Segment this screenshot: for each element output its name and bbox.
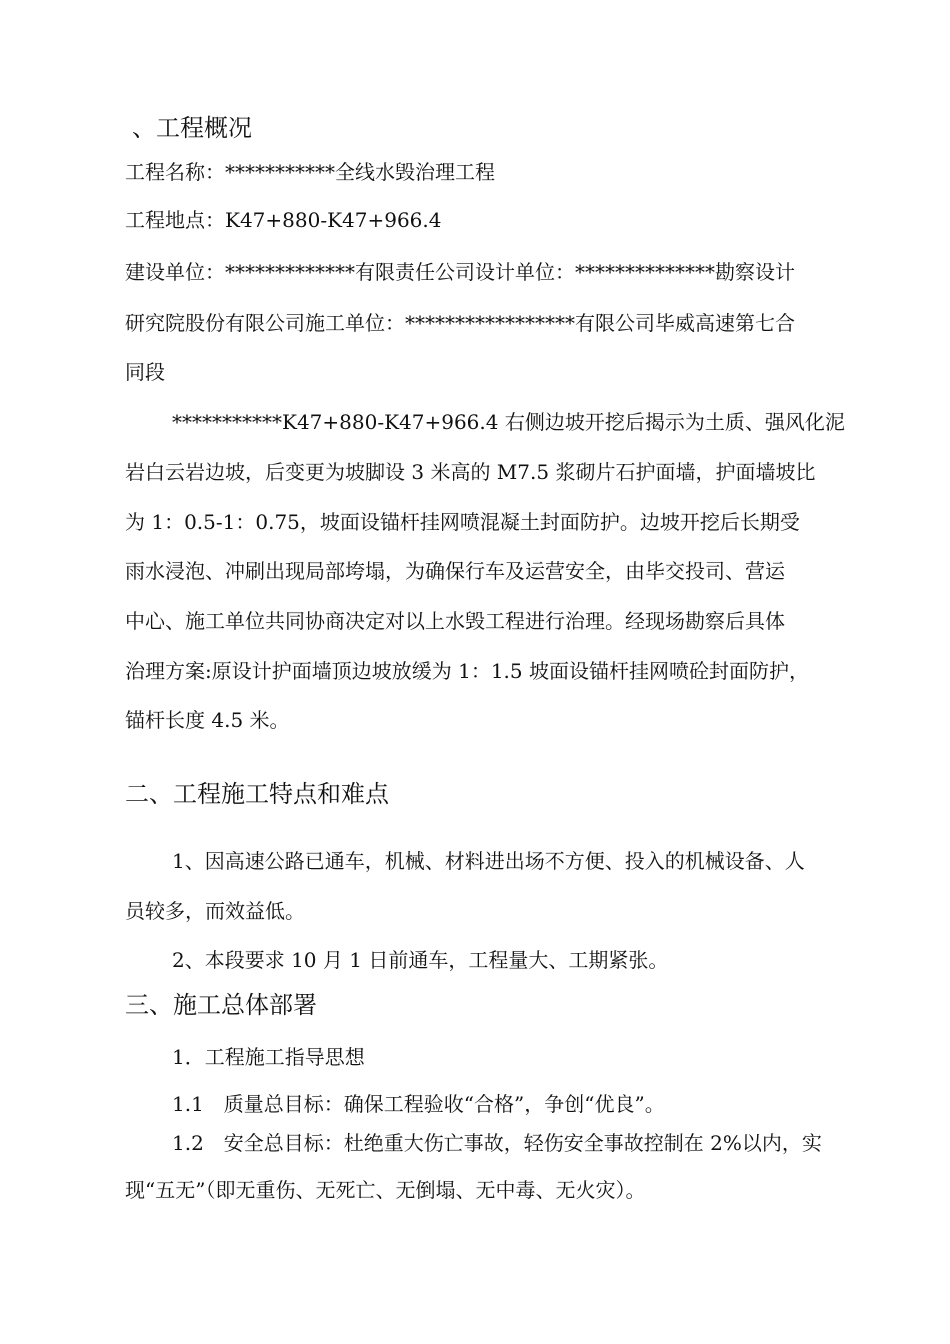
feature-item-2: 2、本段要求 10 月 1 日前通车，工程量大、工期紧张。 [172, 948, 669, 972]
description-line-4: 雨水浸泡、冲刷出现局部垮塌，为确保行车及运营安全，由毕交投司、营运 [125, 559, 785, 583]
description-line-5: 中心、施工单位共同协商决定对以上水毁工程进行治理。经现场勘察后具体 [125, 609, 785, 633]
safety-goal-line-2: 现“五无”（即无重伤、无死亡、无倒塌、无中毒、无火灾）。 [125, 1178, 646, 1202]
description-line-3: 为 1：0.5-1：0.75，坡面设锚杆挂网喷混凝土封面防护。边坡开挖后长期受 [125, 510, 800, 534]
units-line-2: 研究院股份有限公司施工单位：*****************有限公司毕威高速第七合 [125, 311, 795, 335]
project-name-line: 工程名称：***********全线水毁治理工程 [125, 160, 495, 184]
project-location-line: 工程地点：K47+880-K47+966.4 [125, 208, 442, 232]
safety-goal-line-1: 1.2 安全总目标：杜绝重大伤亡事故，轻伤安全事故控制在 2%以内，实 [172, 1131, 822, 1155]
description-line-1: ***********K47+880-K47+966.4 右侧边坡开挖后揭示为土质、强风化泥 [172, 410, 845, 434]
description-line-2: 岩白云岩边坡，后变更为坡脚设 3 米高的 M7.5 浆砌片石护面墙，护面墙坡比 [125, 460, 816, 484]
section-heading-overview: 、工程概况 [132, 114, 252, 142]
units-line-3: 同段 [125, 360, 165, 384]
quality-goal-line: 1.1 质量总目标：确保工程验收“合格”，争创“优良”。 [172, 1092, 665, 1116]
feature-item-1-line-2: 员较多，而效益低。 [125, 899, 305, 923]
section-heading-features: 二、工程施工特点和难点 [125, 780, 389, 808]
description-line-7: 锚杆长度 4.5 米。 [125, 708, 290, 732]
feature-item-1-line-1: 1、因高速公路已通车，机械、材料进出场不方便、投入的机械设备、人 [172, 849, 805, 873]
section-heading-deployment: 三、施工总体部署 [125, 991, 317, 1019]
guiding-idea-heading: 1．工程施工指导思想 [172, 1045, 365, 1069]
description-line-6: 治理方案:原设计护面墙顶边坡放缓为 1：1.5 坡面设锚杆挂网喷砼封面防护， [125, 659, 809, 683]
units-line-1: 建设单位：*************有限责任公司设计单位：**************勘察设计 [125, 260, 795, 284]
